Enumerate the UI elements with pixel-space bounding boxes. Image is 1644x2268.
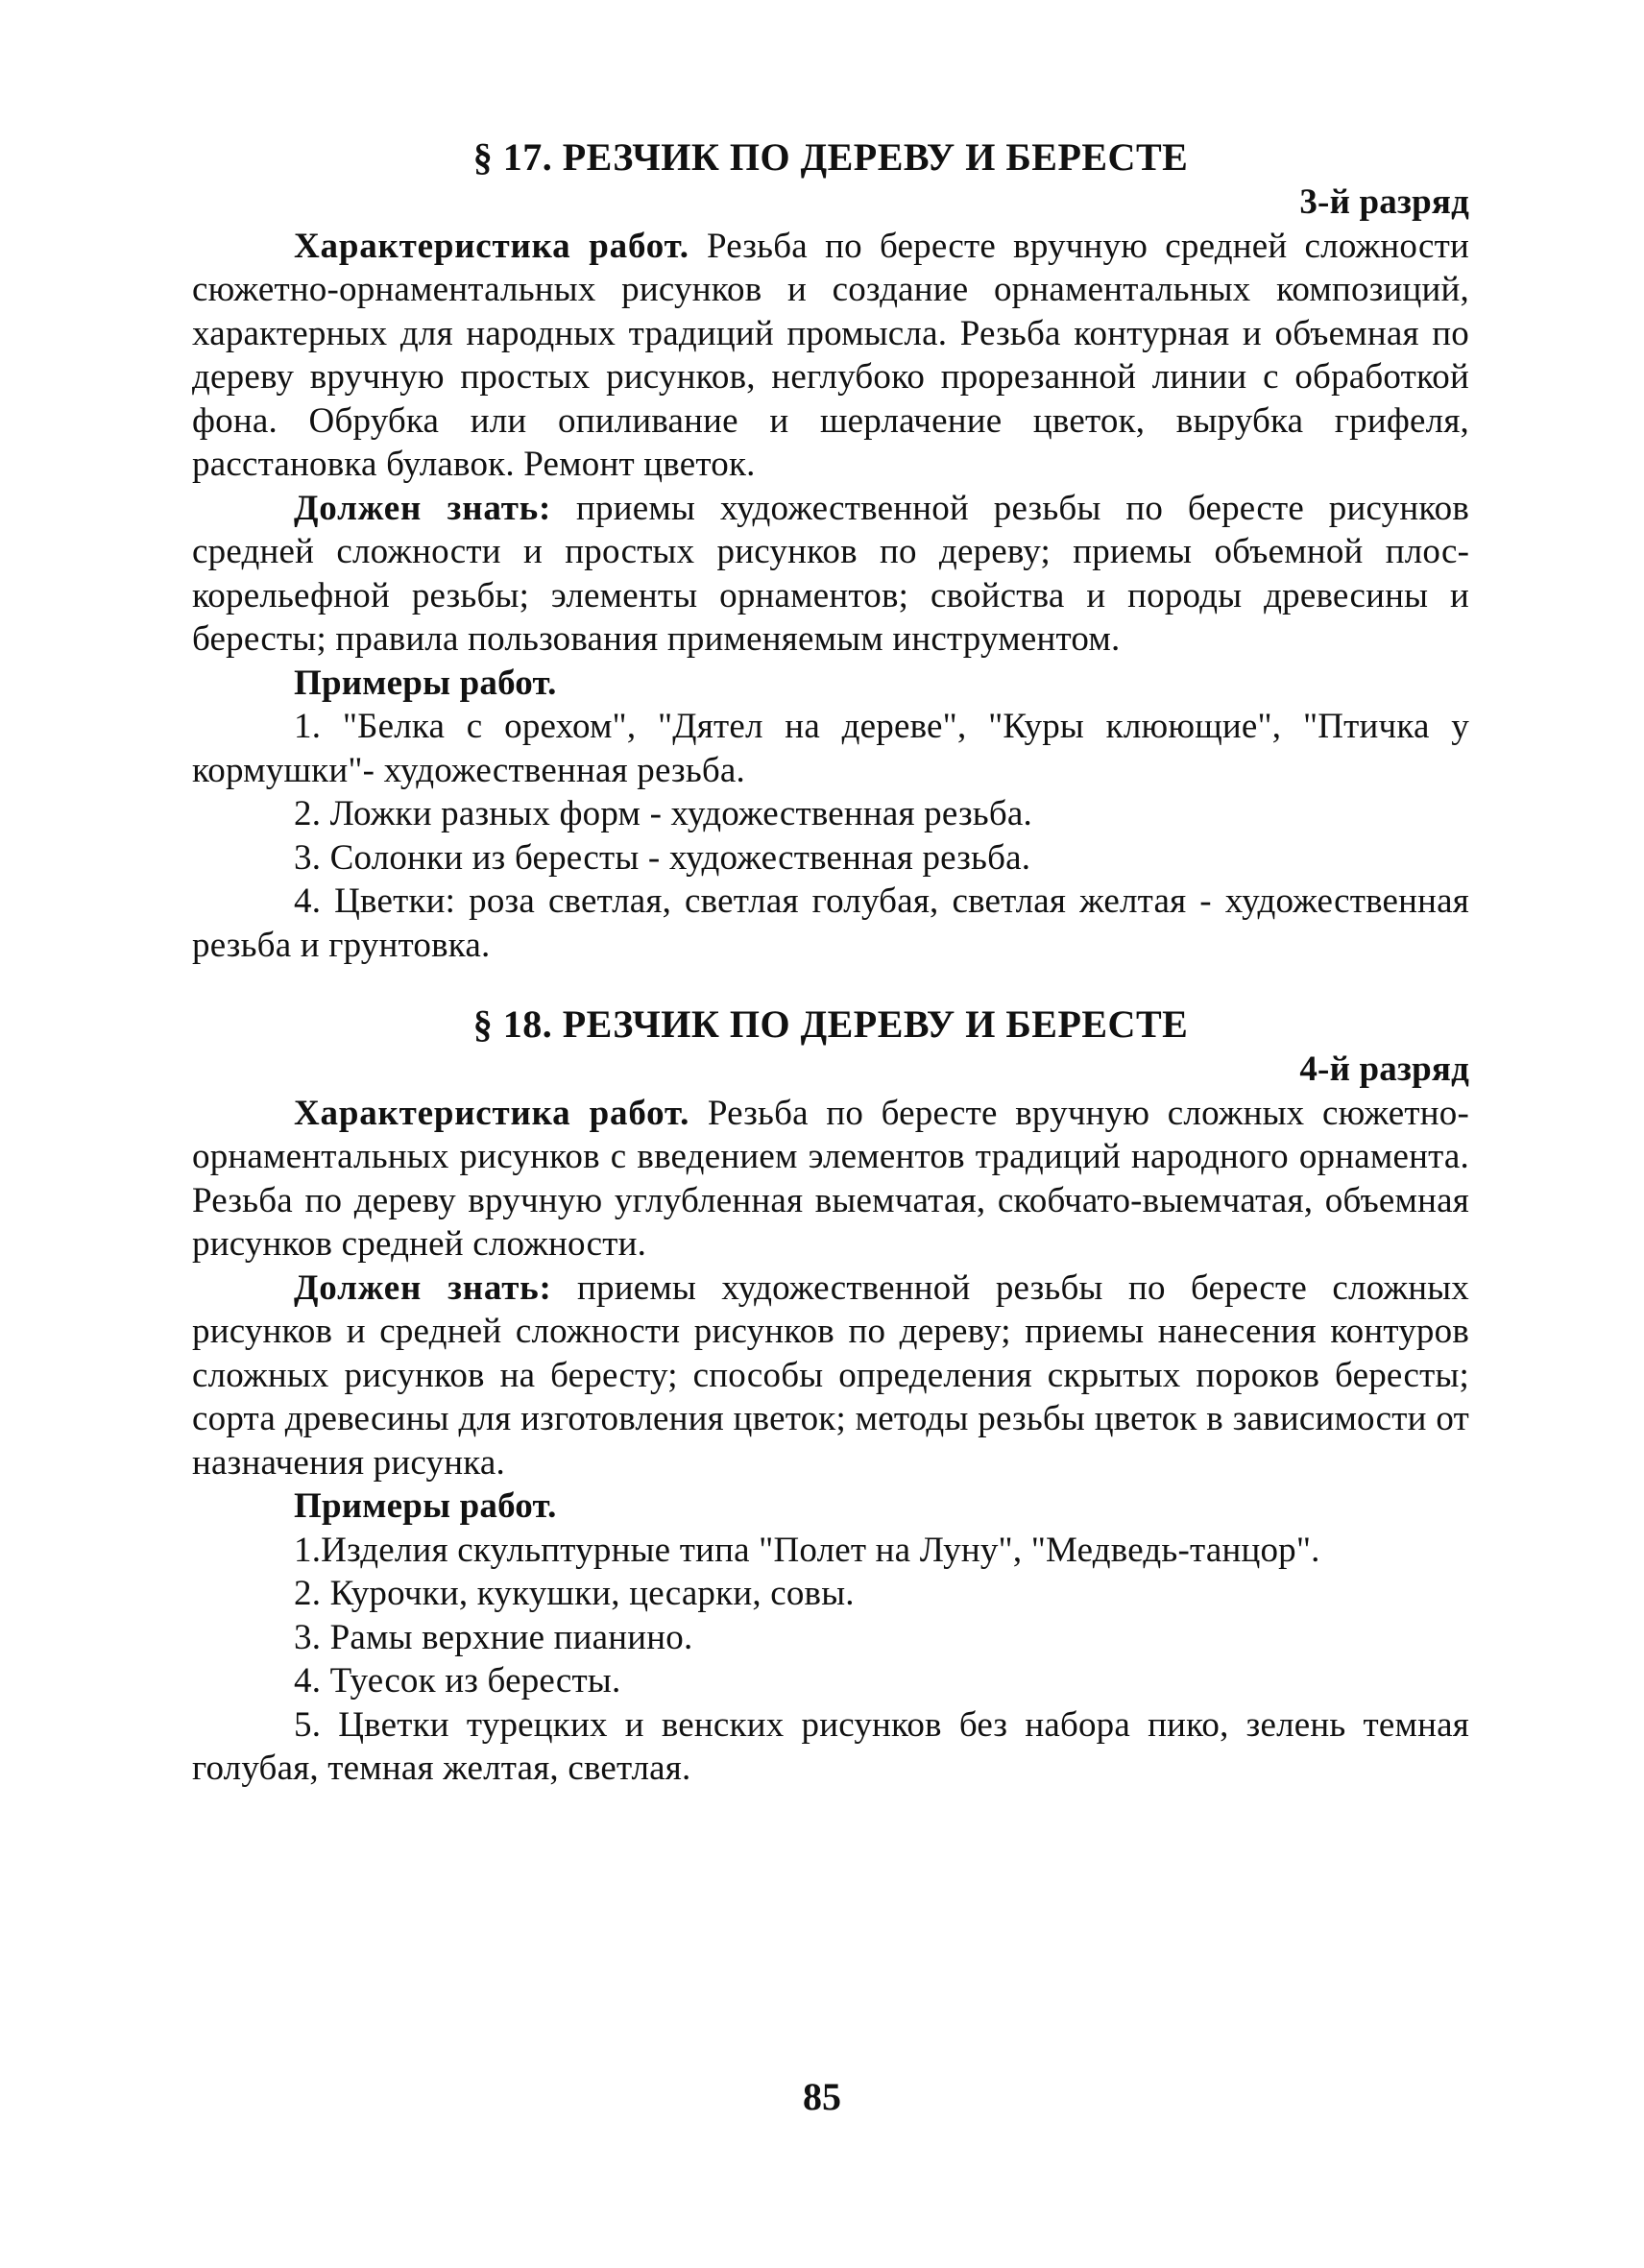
characteristic-paragraph [192,225,1469,487]
examples-heading: Примеры работ. [294,663,557,703]
section-title: § 17. РЕЗЧИК ПО ДЕРЕВУ И БЕРЕСТЕ [472,135,1189,179]
example-item: 2. Ложки разных форм - художественная резьба. [294,794,1032,833]
knowledge-paragraph [192,487,1469,662]
knowledge-label: Должен знать: [294,1267,552,1308]
example-item: 3. Рамы верхние пианино. [294,1617,693,1657]
example-item: 3. Солонки из бересты - художественная резьба. [294,837,1031,878]
characteristic-text: Резьба по бересте вручную средней сложности сюжетно-орнаментальных рисунков и создание орнаментальных композиций, характерных для народных традиций промысла. Резьба контурная и объемная по дереву вручную простых рисунков, неглубоко прорезанной линии с обработкой фона. Обрубка или опиливание и шерлачение цветок, вырубка грифеля, расстановка булавок. Ремонт цветок. [192,226,1469,484]
example-item: 4. Цветки: роза светлая, светлая голубая, светлая желтая - художественная резьба и грунтовка. [192,881,1469,965]
examples-heading: Примеры работ. [294,1486,557,1526]
example-item: 4. Туесок из бересты. [294,1661,621,1701]
page-number: 85 [803,2075,841,2118]
knowledge-text: приемы художественной резьбы по бересте сложных рисунков и средней сложности рисунков по дереву; приемы нанесения контуров сложных рисунков на бересту; способы определения скрытых пороков бересты; сорта древесины для изготовления цветок; методы резьбы цветок в зависимости от назначения рисунка. [192,1267,1469,1483]
knowledge-label: Должен знать: [294,488,552,528]
knowledge-text: приемы художественной резьбы по бересте рисунков средней сложности и простых рисунков по дереву; приемы объемной плоскорельефной резьбы; элементы орнаментов; свойства и породы древесины и бересты; правила пользования применяемым инструментом. [192,488,1470,659]
section-title: § 18. РЕЗЧИК ПО ДЕРЕВУ И БЕРЕСТЕ [472,1002,1189,1046]
section-18 [192,1001,1469,1791]
grade-label: 3-й разряд [1299,182,1469,222]
example-item: 2. Курочки, кукушки, цесарки, совы. [294,1574,855,1613]
document-page [192,134,1469,1791]
section-17 [192,134,1469,967]
characteristic-label: Характеристика работ. [294,1093,690,1133]
characteristic-paragraph [192,1092,1469,1267]
example-item: 5. Цветки турецких и венских рисунков без набора пико, зелень темная голубая, темная желтая, светлая. [192,1704,1469,1788]
characteristic-text: Резьба по бересте вручную сложных сюжетно-орнаментальных рисунков с введением элементов традиций народного орнамента. Резьба по дереву вручную углубленная выемчатая, скобчато-выемчатая, объемная рисунков средней сложности. [192,1093,1470,1264]
example-item: 1.Изделия скульптурные типа "Полет на Луну", "Медведь-танцор". [294,1530,1320,1570]
grade-label: 4-й разряд [1299,1050,1469,1089]
section-divider [192,967,1469,1001]
characteristic-label: Характеристика работ. [294,226,689,266]
knowledge-paragraph [192,1267,1469,1485]
example-item: 1. "Белка с орехом", "Дятел на дереве", "Куры клюющие", "Птичка у кормушки"- художественная резьба. [192,707,1469,790]
